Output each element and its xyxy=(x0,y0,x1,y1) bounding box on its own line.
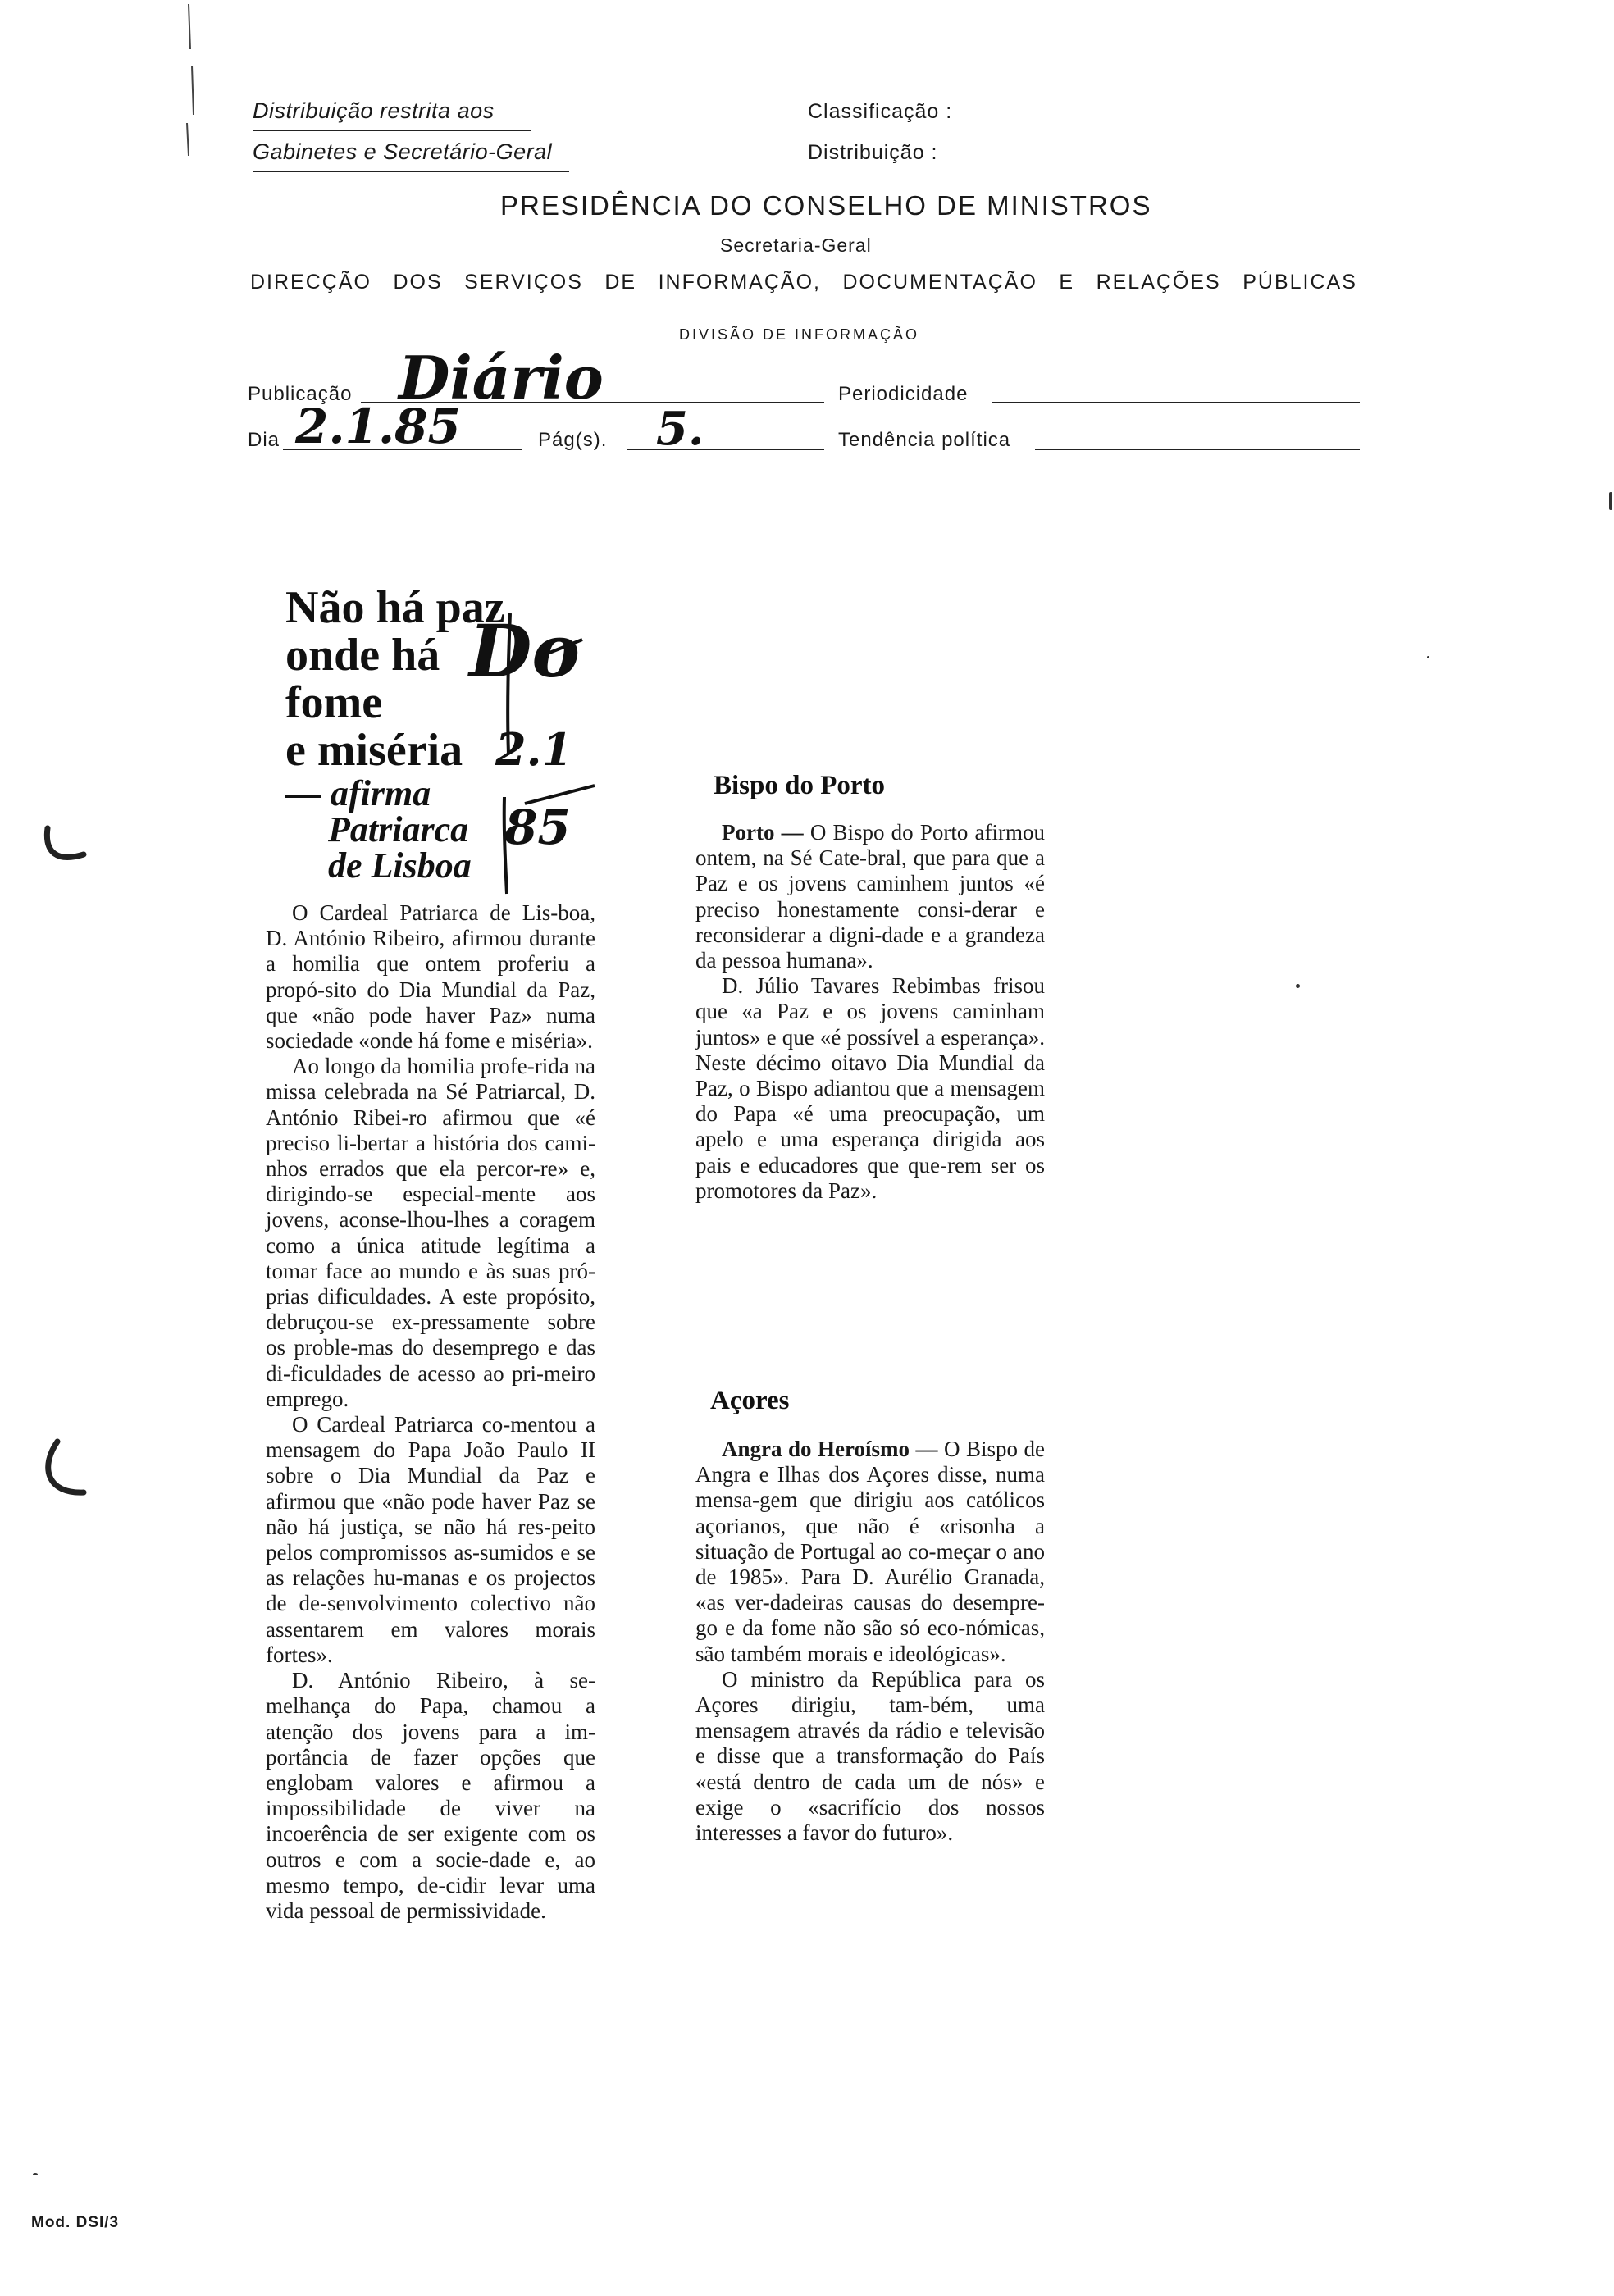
headline-line: Não há paz xyxy=(285,582,505,633)
direccao-word: PÚBLICAS xyxy=(1242,271,1357,294)
article-paragraph xyxy=(695,1437,1045,1667)
direccao-word: INFORMAÇÃO, xyxy=(658,271,821,294)
left-column xyxy=(266,900,595,1924)
tendencia-field-line xyxy=(1035,449,1360,450)
article-paragraph: D. Júlio Tavares Rebimbas frisou que «a Paz e os jovens caminham juntos» e que «é possível a esperança». Neste décimo oitavo Dia Mundial da Paz, o Bispo adiantou que a mensagem do Papa «é uma preocupação, um apelo e uma esperança dirigida aos pais e educadores que que-rem ser os promotores da Paz». xyxy=(695,973,1045,1203)
article-paragraph xyxy=(695,820,1045,973)
secretaria-geral: Secretaria-Geral xyxy=(720,235,872,256)
headline-line: fome xyxy=(285,677,383,728)
subtitle-line: — afirma xyxy=(285,773,431,813)
handwritten-pen-strokes xyxy=(459,607,599,902)
pen-stroke xyxy=(508,613,510,754)
divisao-informacao: DIVISÃO DE INFORMAÇÃO xyxy=(679,326,920,343)
handwritten-note-initials: Do xyxy=(469,608,581,694)
direccao-word: DIRECÇÃO xyxy=(250,271,372,294)
section-text: O Bispo de Angra e Ilhas dos Açores disse, numa mensa-gem que dirigiu aos católicos açorianos, que não é «risonha a situação de Portugal ao co-meçar o ano de 1985». Para D. Aurélio Granada, «as ver-dadeiras causas do desempre-go e da fome não são só eco-nómicas, são também morais e ideológicas». xyxy=(695,1437,1045,1666)
pen-stroke xyxy=(504,797,507,894)
publicacao-handwritten-value: Diário xyxy=(399,343,604,412)
dia-handwritten-value: 2.1.85 xyxy=(295,399,461,454)
article-paragraph: Ao longo da homilia profe-rida na missa celebrada na Sé Patriarcal, D. António Ribei-ro afirmou que «é preciso li-bertar a história dos cami-nhos errados que ela percor-re» e, dirigindo-se especial-mente aos jovens, aconse-lhou-lhes a coragem como a única atitude legítima a tomar face ao mundo e às suas pró-prias dificuldades. A este propósito, debruçou-se ex-pressamente sobre os proble-mas do desemprego e das di-ficuldades de acesso ao pri-meiro emprego. xyxy=(266,1054,595,1411)
article-paragraph: O Cardeal Patriarca de Lis-boa, D. António Ribeiro, afirmou durante a homilia que ontem proferiu a propó-sito do Dia Mundial da Paz, que «não pode haver Paz» numa sociedade «onde há fome e miséria». xyxy=(266,900,595,1054)
direccao-word: DOCUMENTAÇÃO xyxy=(842,271,1037,294)
pen-stroke xyxy=(525,786,595,804)
section-lead: Angra do Heroísmo — xyxy=(722,1437,938,1461)
distribution-restriction-line2: Gabinetes e Secretário-Geral xyxy=(253,139,553,164)
direccao-line xyxy=(250,271,1357,294)
headline-line: e miséria xyxy=(285,725,463,776)
scan-speck xyxy=(1427,656,1429,658)
direccao-word: RELAÇÕES xyxy=(1096,271,1221,294)
article-paragraph: D. António Ribeiro, à se-melhança do Papa, chamou a atenção dos jovens para a im-portância de fazer opções que englobam valores e afirmou a impossibilidade de viver na incoerência de ser exigente com os outros e com a socie-dade e, ao mesmo tempo, de-cidir levar uma vida pessoal de permissividade. xyxy=(266,1668,595,1923)
periodicidade-label: Periodicidade xyxy=(838,383,969,405)
section-title-acores: Açores xyxy=(710,1386,790,1415)
pen-stroke xyxy=(541,640,582,656)
section-porto-body xyxy=(695,820,1045,1204)
direccao-word: SERVIÇOS xyxy=(464,271,583,294)
section-title-porto: Bispo do Porto xyxy=(714,771,886,800)
headline-line: onde há xyxy=(285,630,440,681)
scan-streak-top-left xyxy=(164,0,213,164)
distribuicao-label: Distribuição : xyxy=(808,141,938,164)
subtitle-line: de Lisboa xyxy=(328,845,472,886)
section-text: O Bispo do Porto afirmou ontem, na Sé Cate-bral, que para que a Paz e os jovens caminhem juntos «é preciso honestamente consi-derar e reconsiderar a digni-dade e a grandeza da pessoa humana». xyxy=(695,820,1045,973)
section-lead: Porto — xyxy=(722,820,804,845)
form-code: Mod. DSI/3 xyxy=(31,2214,120,2231)
article-paragraph: O ministro da República para os Açores dirigiu, tam-bém, uma mensagem através da rádio e televisão e disse que a transformação do País «está dentro de cada um de nós» e exige o «sacrifício dos nossos interesses a favor do futuro». xyxy=(695,1666,1045,1846)
section-acores-body xyxy=(695,1437,1045,1846)
distribution-restriction-line1: Distribuição restrita aos xyxy=(253,98,495,123)
scan-speck xyxy=(33,2173,38,2175)
pags-label: Pág(s). xyxy=(538,429,608,451)
classificacao-label: Classificação : xyxy=(808,100,953,123)
direccao-word: DE xyxy=(604,271,637,294)
direccao-word: E xyxy=(1059,271,1075,294)
dia-label: Dia xyxy=(248,429,280,451)
direccao-word: DOS xyxy=(393,271,443,294)
tendencia-label: Tendência política xyxy=(838,429,1011,451)
handwritten-note-date: 2.1 xyxy=(495,723,572,776)
organization-title: PRESIDÊNCIA DO CONSELHO DE MINISTROS xyxy=(500,190,1152,221)
article-paragraph: O Cardeal Patriarca co-mentou a mensagem do Papa João Paulo II sobre o Dia Mundial da Paz e afirmou que «não pode haver Paz se não há justiça, se não há res-peito pelos compromissos as-sumidos e se as relações hu-manas e os projectos de de-senvolvimento colectivo não assentarem em valores morais fortes». xyxy=(266,1412,595,1667)
scan-mark-lower xyxy=(33,1427,98,1517)
periodicidade-field-line xyxy=(992,402,1360,403)
publicacao-label: Publicação xyxy=(248,383,353,405)
distribution-line1-underline xyxy=(253,130,531,131)
subtitle-line: Patriarca xyxy=(328,809,469,850)
scan-mark-upper xyxy=(33,812,98,886)
distribution-line2-underline xyxy=(253,171,569,172)
scan-speck xyxy=(1609,492,1612,510)
scan-speck xyxy=(1296,984,1300,988)
pags-handwritten-value: 5. xyxy=(656,402,704,456)
handwritten-note-year: 85 xyxy=(504,800,571,855)
